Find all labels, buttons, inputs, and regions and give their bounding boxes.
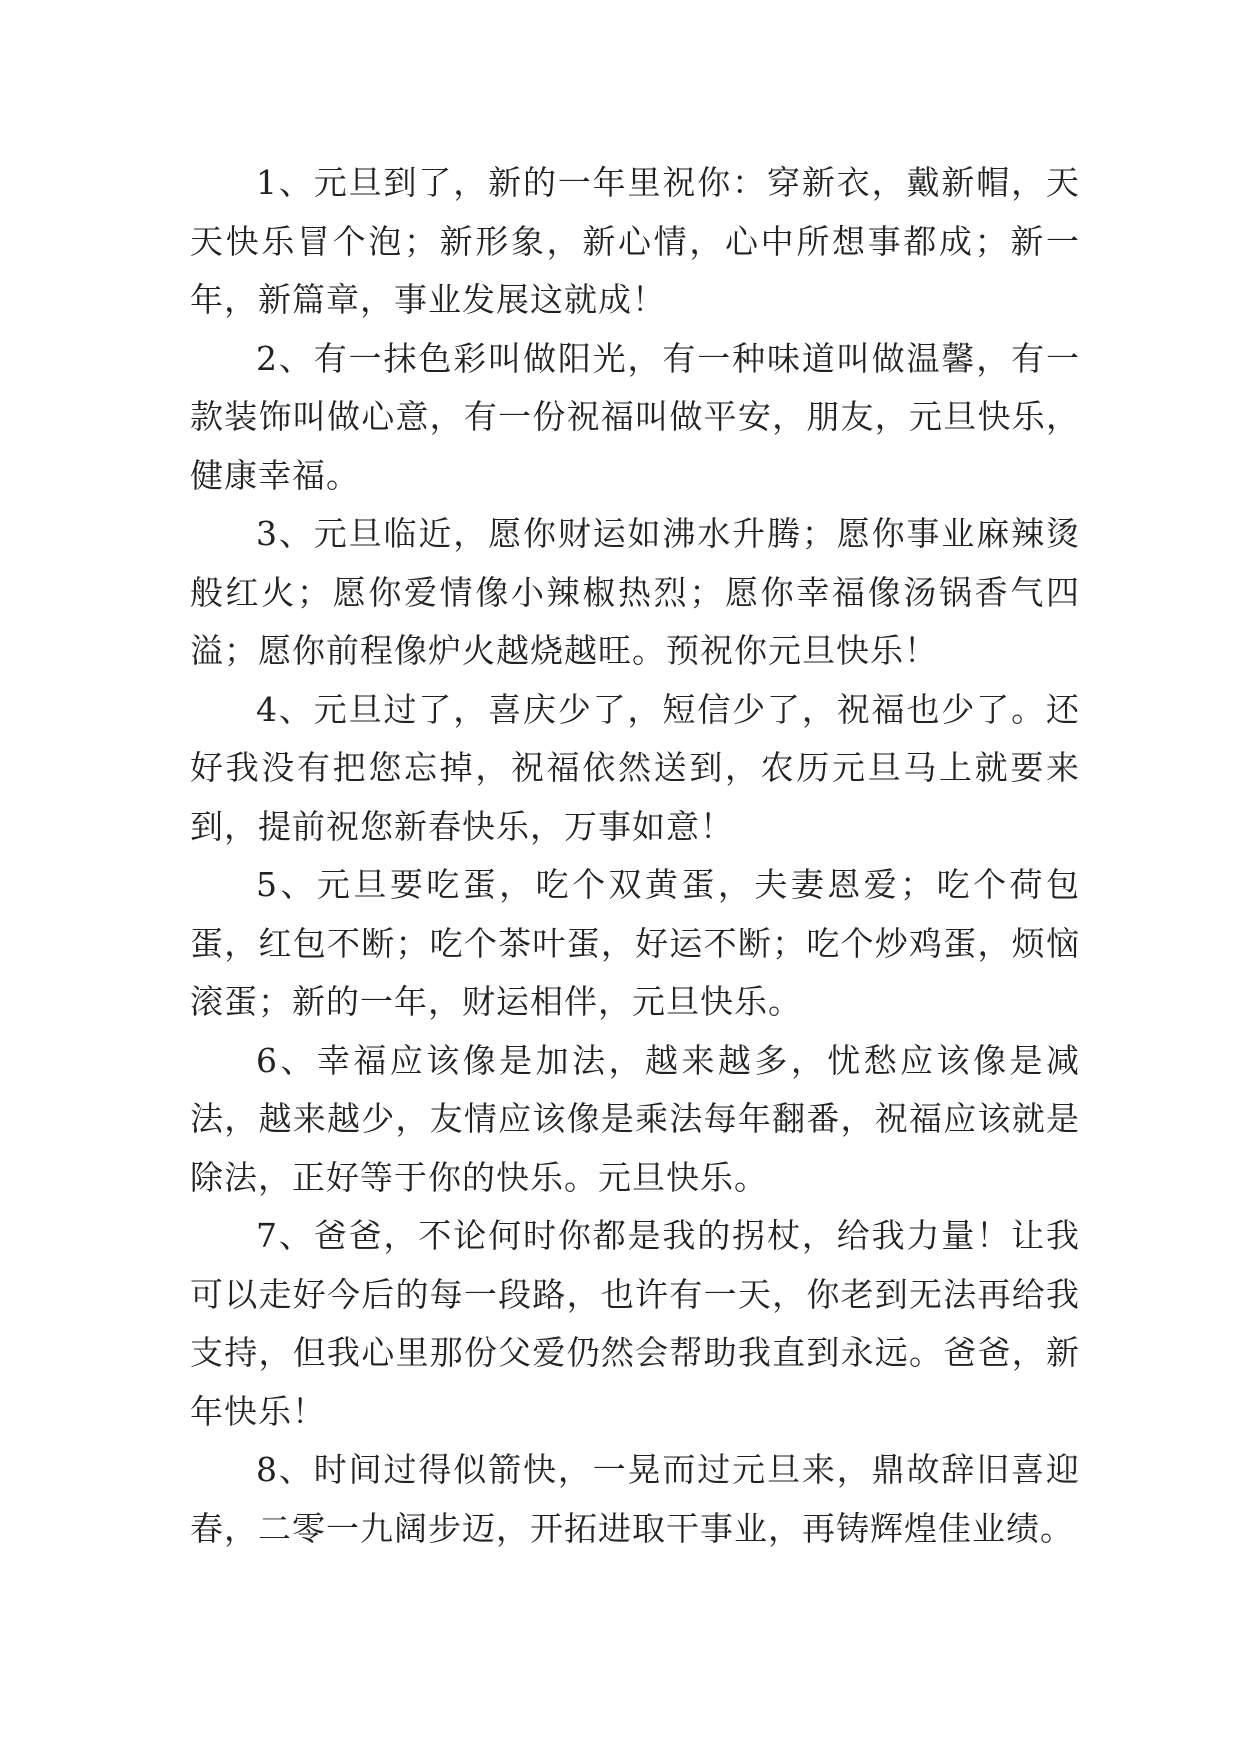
document-body bbox=[190, 154, 1080, 1558]
paragraph-7: 7、爸爸，不论何时你都是我的拐杖，给我力量！让我可以走好今后的每一段路，也许有一天，你老到无法再给我支持，但我心里那份父爱仍然会帮助我直到永远。爸爸，新年快乐！ bbox=[190, 1216, 1080, 1431]
paragraph-1: 1、元旦到了，新的一年里祝你：穿新衣，戴新帽，天天快乐冒个泡；新形象，新心情，心中所想事都成；新一年，新篇章，事业发展这就成！ bbox=[190, 163, 1080, 319]
paragraph-3: 3、元旦临近，愿你财运如沸水升腾；愿你事业麻辣烫般红火；愿你爱情像小辣椒热烈；愿你幸福像汤锅香气四溢；愿你前程像炉火越烧越旺。预祝你元旦快乐！ bbox=[190, 514, 1080, 670]
paragraph-8: 8、时间过得似箭快，一晃而过元旦来，鼎故辞旧喜迎春，二零一九阔步迈，开拓进取干事业，再铸辉煌佳业绩。 bbox=[190, 1450, 1080, 1548]
paragraph-4: 4、元旦过了，喜庆少了，短信少了，祝福也少了。还好我没有把您忘掉，祝福依然送到，农历元旦马上就要来到，提前祝您新春快乐，万事如意！ bbox=[190, 689, 1080, 846]
paragraph-6: 6、幸福应该像是加法，越来越多，忧愁应该像是减法，越来越少，友情应该像是乘法每年翻番，祝福应该就是除法，正好等于你的快乐。元旦快乐。 bbox=[190, 1040, 1080, 1197]
paragraph-5: 5、元旦要吃蛋，吃个双黄蛋，夫妻恩爱；吃个荷包蛋，红包不断；吃个茶叶蛋，好运不断；吃个炒鸡蛋，烦恼滚蛋；新的一年，财运相伴，元旦快乐。 bbox=[190, 865, 1080, 1021]
paragraph-2: 2、有一抹色彩叫做阳光，有一种味道叫做温馨，有一款装饰叫做心意，有一份祝福叫做平安，朋友，元旦快乐，健康幸福。 bbox=[190, 338, 1080, 495]
